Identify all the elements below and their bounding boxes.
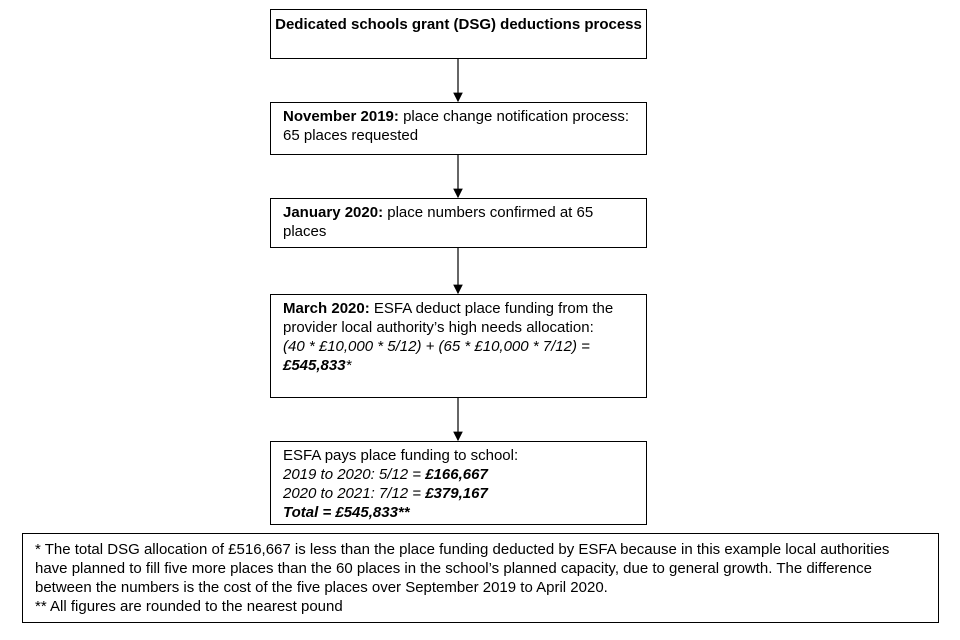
step-text: place change notification process: 65 places requested	[283, 108, 630, 144]
payment-value: £166,667	[425, 466, 488, 483]
step-text: place numbers confirmed at 65 places	[283, 204, 594, 240]
step-march-2020	[270, 294, 647, 398]
step-text: ESFA deduct place funding from the provider local authority’s high needs allocation:	[283, 300, 614, 336]
footnote-box	[22, 533, 939, 623]
footnote-1: * The total DSG allocation of £516,667 is less than the place funding deducted by ESFA because in this example local authorities have planned to fill five more places than the 60 places in the school’s planned capacity, due to general growth. The difference between the numbers is the cost of the five places over September 2019 to April 2020.	[35, 541, 890, 596]
payment-value: £379,167	[425, 485, 488, 502]
step-november-2019	[270, 102, 647, 155]
payment-label: 2020 to 2021: 7/12 =	[283, 485, 426, 502]
step-esfa-pays	[270, 441, 647, 525]
step-date: November 2019:	[283, 108, 399, 125]
diagram-title: Dedicated schools grant (DSG) deductions process	[275, 16, 642, 33]
footnote-2: ** All figures are rounded to the nearest pound	[35, 598, 343, 615]
formula-text: (40 * £10,000 * 5/12) + (65 * £10,000 * 7/12) =	[283, 338, 590, 355]
payment-line-2019-2020	[283, 465, 634, 484]
payment-line-2020-2021	[283, 484, 634, 503]
step-date: January 2020:	[283, 204, 384, 221]
step-text: ESFA pays place funding to school:	[283, 447, 519, 464]
payment-label: 2019 to 2020: 5/12 =	[283, 466, 426, 483]
step-formula	[283, 337, 634, 375]
payment-total: Total = £545,833**	[283, 504, 410, 521]
step-january-2020	[270, 198, 647, 248]
formula-result-suffix: *	[345, 357, 352, 374]
step-date: March 2020:	[283, 300, 370, 317]
formula-result: £545,833	[283, 357, 346, 374]
title-box	[270, 9, 647, 59]
